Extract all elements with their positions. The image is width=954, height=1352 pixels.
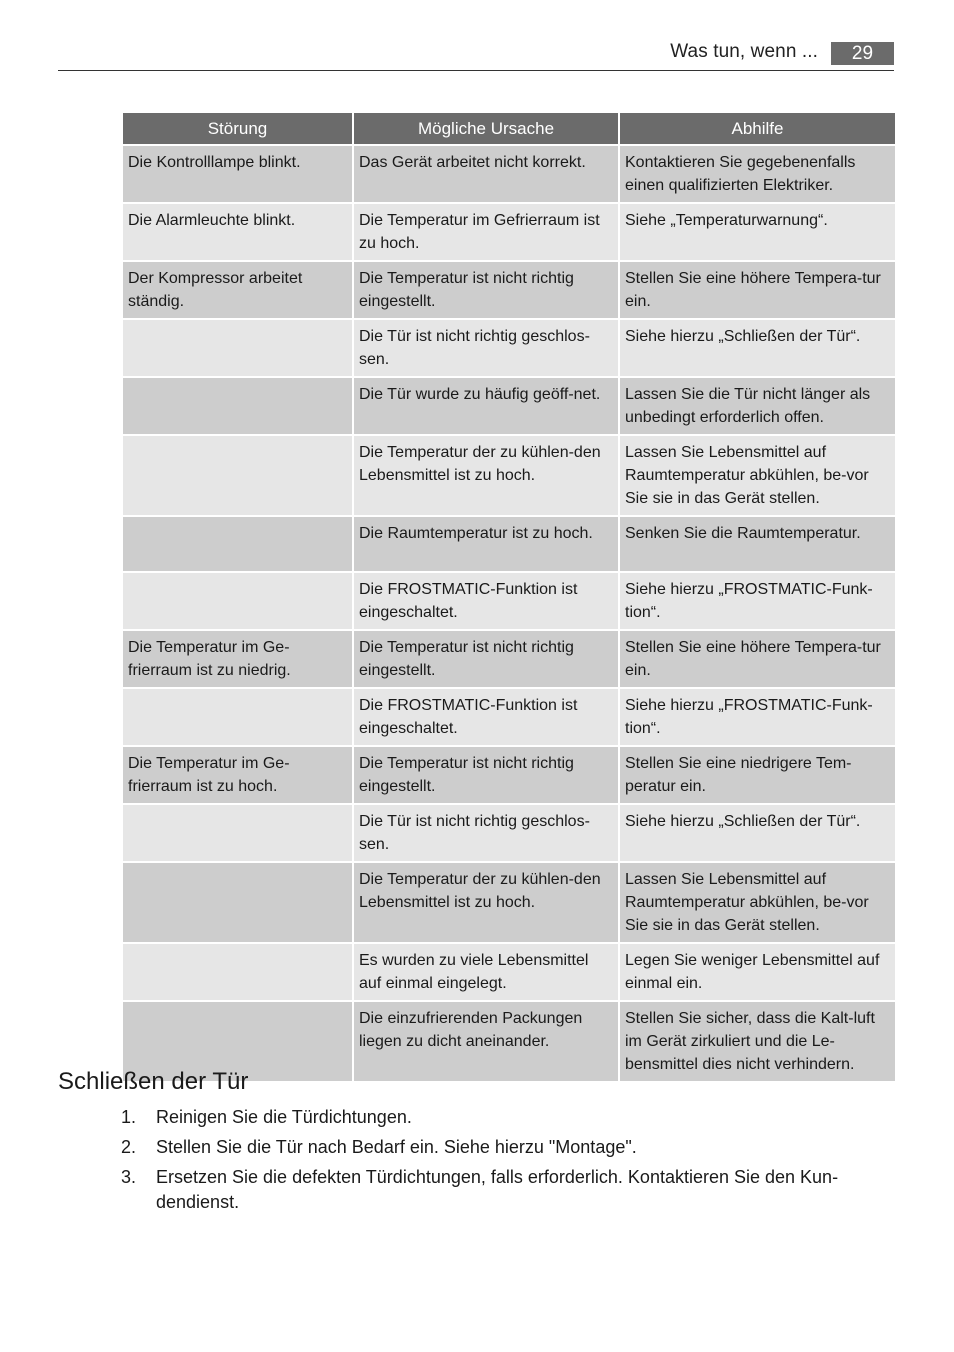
- step-number: 3.: [121, 1167, 137, 1187]
- table-row: [123, 262, 895, 318]
- cell-problem: [123, 320, 352, 376]
- table-row: [123, 805, 895, 861]
- cell-problem: [123, 805, 352, 861]
- cell-cause: Die Temperatur ist nicht richtig eingestellt.: [354, 262, 618, 318]
- steps-list: [121, 1105, 894, 1220]
- troubleshooting-table: [121, 111, 897, 1083]
- cell-cause: Die Temperatur im Gefrierraum ist zu hoch.: [354, 204, 618, 260]
- cell-problem: [123, 944, 352, 1000]
- cell-remedy: Lassen Sie Lebensmittel auf Raumtemperatur abkühlen, be-vor Sie sie in das Gerät stellen.: [620, 863, 895, 942]
- step-number: 1.: [121, 1107, 137, 1127]
- cell-problem: [123, 573, 352, 629]
- cell-remedy: Kontaktieren Sie gegebenenfalls einen qualifizierten Elektriker.: [620, 146, 895, 202]
- cell-remedy: Senken Sie die Raumtemperatur.: [620, 517, 895, 571]
- cell-problem: [123, 517, 352, 571]
- cell-remedy: Stellen Sie sicher, dass die Kalt-luft im Gerät zirkuliert und die Le-bensmittel dies nicht verhindern.: [620, 1002, 895, 1081]
- header-rule: [58, 70, 894, 71]
- column-header-problem: Störung: [123, 113, 352, 144]
- list-item: [121, 1105, 894, 1130]
- table-row: [123, 436, 895, 515]
- column-header-cause: Mögliche Ursache: [354, 113, 618, 144]
- page-number: 29: [831, 42, 894, 65]
- cell-cause: Das Gerät arbeitet nicht korrekt.: [354, 146, 618, 202]
- cell-problem: Die Temperatur im Ge-frierraum ist zu niedrig.: [123, 631, 352, 687]
- cell-problem: [123, 436, 352, 515]
- cell-cause: Die Tür ist nicht richtig geschlos-sen.: [354, 805, 618, 861]
- step-text: Reinigen Sie die Türdichtungen.: [156, 1107, 412, 1127]
- table-row: [123, 863, 895, 942]
- cell-remedy: Lassen Sie Lebensmittel auf Raumtemperatur abkühlen, be-vor Sie sie in das Gerät stellen.: [620, 436, 895, 515]
- cell-cause: Die Temperatur ist nicht richtig eingestellt.: [354, 631, 618, 687]
- cell-cause: Die Tür wurde zu häufig geöff-net.: [354, 378, 618, 434]
- cell-remedy: Stellen Sie eine niedrigere Tem-peratur ein.: [620, 747, 895, 803]
- cell-remedy: Siehe hierzu „Schließen der Tür“.: [620, 805, 895, 861]
- cell-cause: Die FROSTMATIC-Funktion ist eingeschaltet.: [354, 573, 618, 629]
- table-header-row: [123, 113, 895, 144]
- cell-problem: Die Temperatur im Ge-frierraum ist zu hoch.: [123, 747, 352, 803]
- section-heading: Schließen der Tür: [58, 1068, 249, 1095]
- table-row: [123, 146, 895, 202]
- table-row: [123, 320, 895, 376]
- cell-cause: Die Temperatur ist nicht richtig eingestellt.: [354, 747, 618, 803]
- cell-problem: Die Alarmleuchte blinkt.: [123, 204, 352, 260]
- cell-cause: Es wurden zu viele Lebensmittel auf einmal eingelegt.: [354, 944, 618, 1000]
- table-row: [123, 517, 895, 571]
- page-header-title: Was tun, wenn ...: [670, 41, 818, 62]
- cell-cause: Die Temperatur der zu kühlen-den Lebensmittel ist zu hoch.: [354, 436, 618, 515]
- table-row: [123, 944, 895, 1000]
- table-row: [123, 689, 895, 745]
- list-item: [121, 1165, 894, 1215]
- table-row: [123, 378, 895, 434]
- cell-cause: Die FROSTMATIC-Funktion ist eingeschaltet.: [354, 689, 618, 745]
- step-number: 2.: [121, 1137, 137, 1157]
- cell-cause: Die Raumtemperatur ist zu hoch.: [354, 517, 618, 571]
- step-text: Stellen Sie die Tür nach Bedarf ein. Siehe hierzu "Montage".: [156, 1137, 637, 1157]
- cell-remedy: Siehe hierzu „FROSTMATIC-Funk-tion“.: [620, 689, 895, 745]
- cell-problem: Der Kompressor arbeitet ständig.: [123, 262, 352, 318]
- cell-problem: [123, 378, 352, 434]
- step-text: Ersetzen Sie die defekten Türdichtungen, falls erforderlich. Kontaktieren Sie den Kun-dendienst.: [156, 1167, 839, 1212]
- cell-problem: [123, 689, 352, 745]
- list-item: [121, 1135, 894, 1160]
- cell-problem: [123, 863, 352, 942]
- table-row: [123, 204, 895, 260]
- cell-cause: Die Temperatur der zu kühlen-den Lebensmittel ist zu hoch.: [354, 863, 618, 942]
- cell-cause: Die Tür ist nicht richtig geschlos-sen.: [354, 320, 618, 376]
- cell-remedy: Siehe hierzu „FROSTMATIC-Funk-tion“.: [620, 573, 895, 629]
- cell-remedy: Stellen Sie eine höhere Tempera-tur ein.: [620, 631, 895, 687]
- cell-remedy: Lassen Sie die Tür nicht länger als unbedingt erforderlich offen.: [620, 378, 895, 434]
- table-row: [123, 631, 895, 687]
- cell-cause: Die einzufrierenden Packungen liegen zu dicht aneinander.: [354, 1002, 618, 1081]
- column-header-remedy: Abhilfe: [620, 113, 895, 144]
- cell-problem: Die Kontrolllampe blinkt.: [123, 146, 352, 202]
- table-row: [123, 747, 895, 803]
- cell-remedy: Siehe hierzu „Schließen der Tür“.: [620, 320, 895, 376]
- cell-remedy: Siehe „Temperaturwarnung“.: [620, 204, 895, 260]
- cell-remedy: Legen Sie weniger Lebensmittel auf einmal ein.: [620, 944, 895, 1000]
- cell-remedy: Stellen Sie eine höhere Tempera-tur ein.: [620, 262, 895, 318]
- table-row: [123, 573, 895, 629]
